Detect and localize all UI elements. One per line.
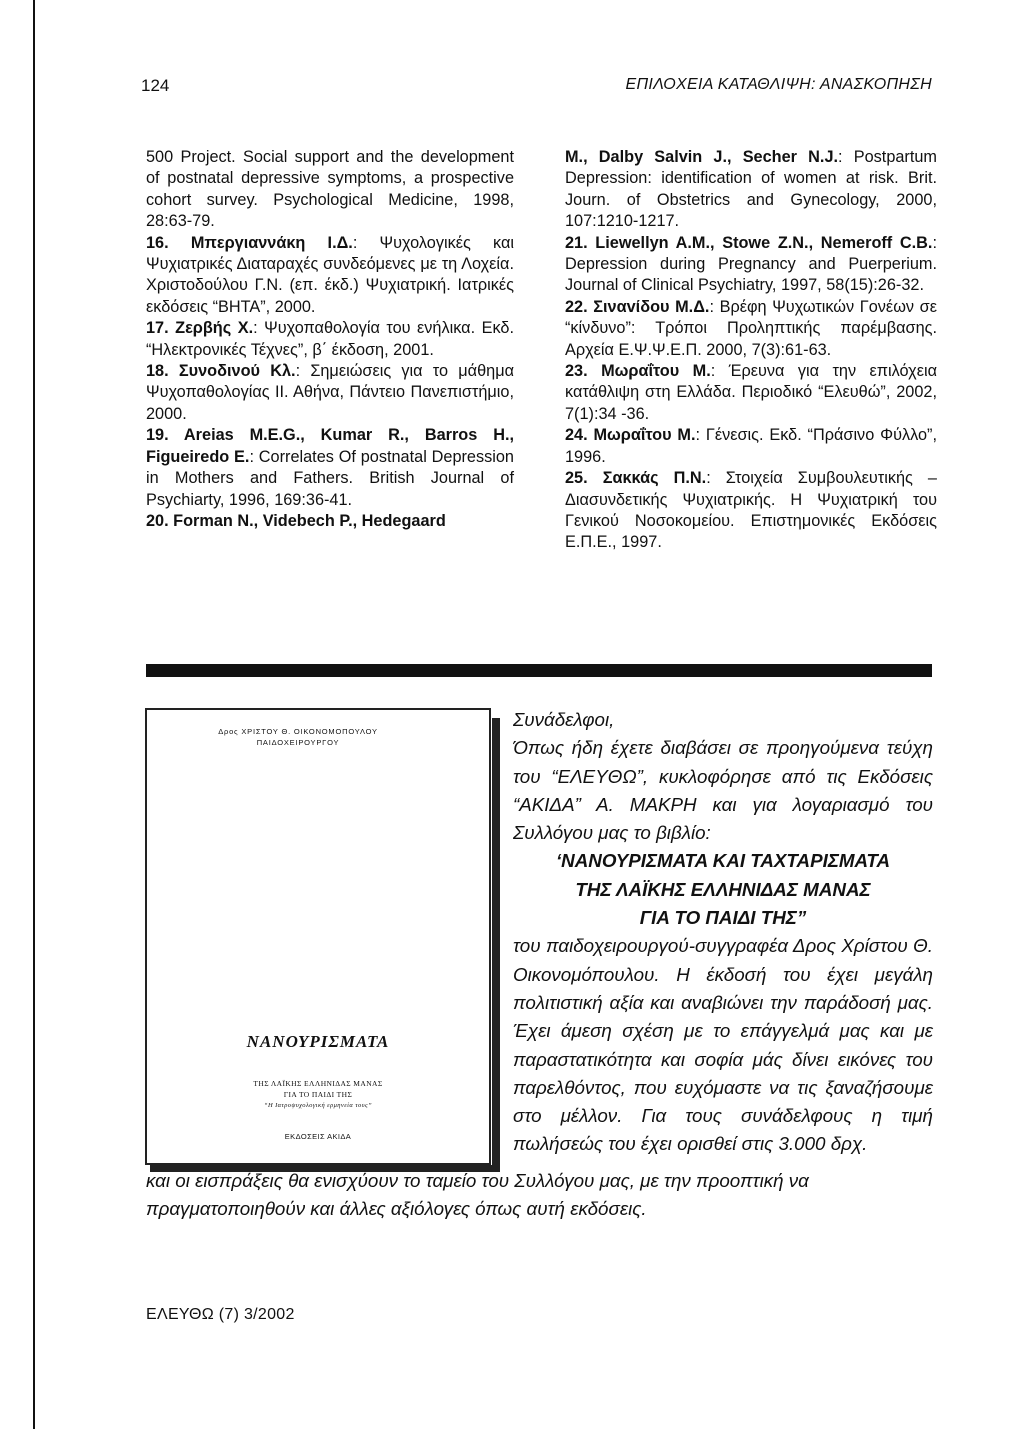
reference-entry <box>565 425 937 468</box>
references-left-column <box>146 147 514 532</box>
reference-text: : Έρευνα για την επιλόχεια κατάθλιψη στη Ελλάδα. Περιοδικό “Ελευθώ”, 2002, 7(1):34 -36. <box>565 362 937 423</box>
page-number: 124 <box>141 76 170 95</box>
reference-text: : Στοιχεία Συμβουλευτικής –Διασυνδετικής Ψυχιατρικής. Η Ψυχιατρική του Γενικού Νοσοκομείου. Επιστημονικές Εκδόσεις Ε.Π.Ε., 1997. <box>565 469 937 552</box>
book-cover-author-name: Δρος ΧΡΙΣΤΟΥ Θ. ΟΙΚΟΝΟΜΟΠΟΥΛΟΥ <box>218 727 378 736</box>
book-cover-author <box>147 726 489 748</box>
section-divider <box>146 664 932 677</box>
reference-entry <box>146 361 514 425</box>
page-footer: ΕΛΕΥΘΩ (7) 3/2002 <box>146 1306 295 1323</box>
announcement-book-title: ΤΗΣ ΛΑΪΚΗΣ ΕΛΛΗΝΙΔΑΣ ΜΑΝΑΣ <box>575 878 871 900</box>
book-announcement <box>513 706 933 1159</box>
reference-entry <box>146 318 514 361</box>
reference-authors: 24. Μωραΐτου Μ. <box>565 426 696 445</box>
reference-authors: 23. Μωραΐτου Μ. <box>565 362 711 381</box>
reference-authors: 19. Areias M.E.G., Kumar R., Barros H., Figueiredo E. <box>146 426 514 466</box>
book-cover-title: ΝΑΝΟΥΡΙΣΜΑΤΑ <box>246 1032 390 1051</box>
announcement-tail: και οι εισπράξεις θα ενισχύουν το ταμείο του Συλλόγου μας, με την προοπτική να πραγματοποιηθούν και άλλες αξιόλογες όπως αυτή εκδόσεις. <box>146 1170 809 1220</box>
announcement-intro: Όπως ήδη έχετε διαβάσει σε προηγούμενα τεύχη του “ΕΛΕΥΘΩ”, κυκλοφόρησε από τις Εκδόσεις “ΑΚΙΔΑ” Α. ΜΑΚΡΗ και για λογαριασμό του Συλλόγου μας το βιβλίο: <box>513 737 933 844</box>
book-cover-image <box>145 708 491 1165</box>
section-title: ΕΠΙΛΟΧΕΙΑ ΚΑΤΑΘΛΙΨΗ: ΑΝΑΣΚΟΠΗΣΗ <box>625 76 932 93</box>
reference-entry <box>565 233 937 297</box>
book-cover-subtitle <box>147 1078 489 1111</box>
book-cover-publisher: ΕΚΔΟΣΕΙΣ ΑΚΙΔΑ <box>284 1132 352 1141</box>
book-cover-shadow <box>492 718 500 1170</box>
reference-text: : Ψυχολογικές και Ψυχιατρικές Διαταραχές συνδεόμενες με τη Λοχεία. Χριστοδούλου Γ.Ν. (επ. έκδ.) Ψυχιατρική. Ιατρικές εκδόσεις “ΒΗΤΑ”, 2000. <box>146 233 514 316</box>
announcement-book-title: ΓΙΑ ΤΟ ΠΑΙΔΙ ΤΗΣ” <box>639 907 807 929</box>
reference-entry <box>565 361 937 425</box>
reference-text: : Depression during Pregnancy and Puerperium. Journal of Clinical Psychiatry, 1997, 58(15):26-32. <box>565 233 937 295</box>
announcement-greeting: Συνάδελφοι, <box>513 709 615 730</box>
reference-entry <box>565 468 937 554</box>
reference-entry <box>146 511 514 532</box>
reference-authors: 20. Forman N., Videbech P., Hedegaard <box>146 511 446 530</box>
reference-text: : Correlates Of postnatal Depression in Mothers and Fathers. British Journal of Psychiarty, 1996, 169:36-41. <box>146 447 514 509</box>
reference-entry <box>565 147 937 233</box>
reference-authors: 21. Liewellyn A.M., Stowe Z.N., Nemeroff C.B. <box>565 233 933 252</box>
reference-authors: 17. Ζερβής Χ. <box>146 319 254 338</box>
reference-text: : Ψυχοπαθολογία του ενήλικα. Εκδ. “Ηλεκτρονικές Τέχνες”, β΄ έκδοση, 2001. <box>146 319 514 359</box>
reference-authors: 25. Σακκάς Π.Ν. <box>565 469 707 488</box>
announcement-body: του παιδοχειρουργού-συγγραφέα Δρος Χρίστου Θ. Οικονομόπουλου. Η έκδοσή του έχει μεγάλη πολιτιστική αξία και αναβιώνει την παράδοσή μας. Έχει άμεση σχέση με το επάγγελμά μας και με παραστατικότητα και σοφία μάς δίνει εικόνες του παρελθόντος, που ευχόμαστε να τις ξαναζήσουμε στο μέλλον. Για τους συνάδελφους η τιμή πωλήσεώς του έχει ορισθεί στις 3.000 δρχ. <box>513 935 933 1155</box>
references-right-column <box>565 147 937 554</box>
reference-entry <box>146 233 514 319</box>
reference-authors: M., Dalby Salvin J., Secher N.J. <box>565 148 839 166</box>
book-cover-subtitle-line: ΓΙΑ ΤΟ ΠΑΙΔΙ ΤΗΣ <box>283 1090 353 1099</box>
reference-text: : Σημειώσεις για το μάθημα Ψυχοπαθολογίας ΙΙ. Αθήνα, Πάντειο Πανεπιστήμιο, 2000. <box>146 362 514 423</box>
reference-authors: 22. Σιναvίδου Μ.Δ. <box>565 297 710 316</box>
reference-entry <box>146 147 514 233</box>
reference-text: : Βρέφη Ψυχωτικών Γονέων σε “κίνδυνο”: Τρόποι Προληπτικής παρέμβασης. Αρχεία Ε.Ψ.Ψ.Ε.Π. 2000, 7(3):61-63. <box>565 297 937 359</box>
reference-entry <box>146 425 514 511</box>
reference-authors: 18. Συνοδινού Κλ. <box>146 362 296 381</box>
reference-entry <box>565 297 937 361</box>
book-cover-author-role: ΠΑΙΔΟΧΕΙΡΟΥΡΓΟΥ <box>256 738 340 747</box>
book-cover-subtitle-line: ΤΗΣ ΛΑΪΚΗΣ ΕΛΛΗΝΙΔΑΣ ΜΑΝΑΣ <box>253 1079 383 1088</box>
reference-text: : Γένεσις. Εκδ. “Πράσινο Φύλλο”, 1996. <box>565 426 938 466</box>
book-cover-subtitle-line: “Η Ιατροψυχολογική ερμηνεία τους” <box>263 1102 373 1109</box>
reference-text: 500 Project. Social support and the development of postnatal depressive symptoms, a prospective cohort survey. Psychological Medicine, 1998, 28:63-79. <box>146 148 514 231</box>
announcement-book-title: ‘ΝΑΝΟΥΡΙΣΜΑΤΑ ΚΑΙ ΤΑΧΤΑΡΙΣΜΑΤΑ <box>555 850 891 872</box>
reference-text: : Postpartum Depression: identification of women at risk. Brit. Journ. of Obstetrics and Gynecology, 2000, 107:1210-1217. <box>565 148 937 231</box>
reference-authors: 16. Μπεργιαννάκη Ι.Δ. <box>146 233 353 252</box>
margin-line <box>33 0 35 1429</box>
